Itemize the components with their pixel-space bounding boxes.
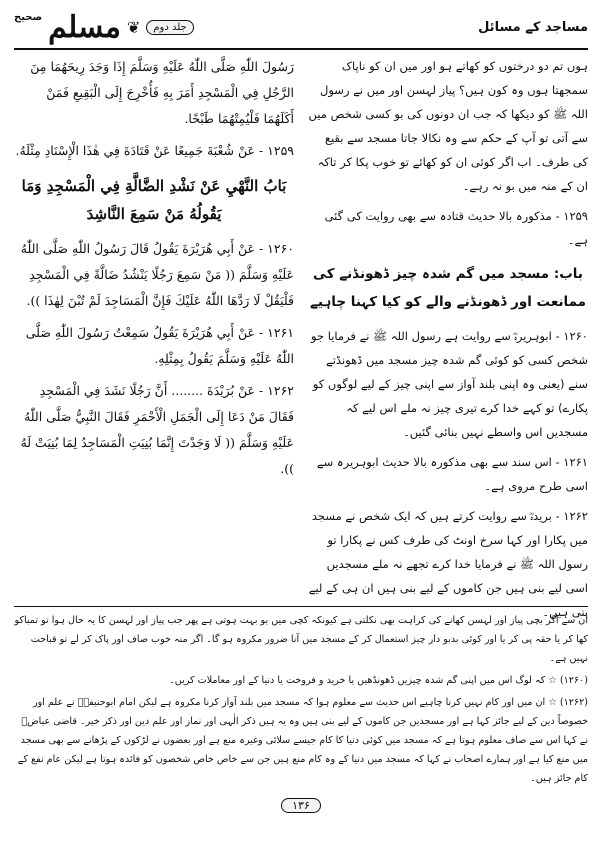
page-number: ۱۳۶: [281, 798, 321, 813]
footnote: (۱۲۶۰) ☆ کہ لوگ اس میں اپنی گم شدہ چیزیں ڈھونڈھیں یا خرید و فروخت یا دنیا کے اور معاملات کریں۔: [169, 675, 588, 686]
chapter-name: مساجد کے مسائل: [478, 19, 588, 35]
book-title: مسلم: [48, 9, 121, 45]
urdu-hadith-1259: ۱۲۵۹ - مذکورہ بالا حدیث قتادہ سے بھی روایت کی گئی ہے۔: [324, 209, 588, 247]
arabic-chapter-heading: بَابُ النَّهْيِ عَنْ نَشْدِ الضَّالَّةِ فِي الْمَسْجِدِ وَمَا يَقُولُهُ مَنْ سَمِعَ النَّاشِدَ: [21, 177, 287, 223]
sahih-label: صحیح: [14, 11, 43, 23]
arabic-column: [14, 54, 294, 602]
book-brand: [14, 10, 194, 45]
arabic-hadith-1260: ۱۲۶۰ - عَنْ أَبِي هُرَيْرَةَ يَقُولُ قَالَ رَسُولُ اللّٰهِ صَلَّى اللّٰهُ عَلَيْهِ وَسَلَّمَ (( مَنْ سَمِعَ رَجُلًا يَنْشُدُ ضَالَّةً فِي الْمَسْجِدِ فَلْيَقُلْ لَا رَدَّهَا اللّٰهُ عَلَيْكَ فَإِنَّ الْمَسَاجِدَ لَمْ تُبْنَ لِهٰذَا )).: [20, 241, 294, 308]
arabic-hadith-1262: ۱۲۶۲ - عَنْ بُرَيْدَةَ ........ أَنَّ رَجُلًا نَشَدَ فِي الْمَسْجِدِ فَقَالَ مَنْ دَعَا إِلَى الْجَمَلِ الْأَحْمَرِ فَقَالَ النَّبِيُّ صَلَّى اللّٰهُ عَلَيْهِ وَسَلَّمَ (( لَا وَجَدْتَ إِنَّمَا بُنِيَتِ الْمَسَاجِدُ لِمَا بُنِيَتْ لَهُ )).: [20, 383, 294, 476]
page-header: [14, 6, 588, 50]
text-columns: [14, 54, 588, 619]
arabic-hadith-1261: ۱۲۶۱ - عَنْ أَبِي هُرَيْرَةَ يَقُولُ سَمِعْتُ رَسُولَ اللّٰهِ صَلَّى اللّٰهُ عَلَيْهِ وَسَلَّمَ يَقُولُ بِمِثْلِهِ.: [25, 325, 294, 366]
footnote: (۱۲۶۲) ☆ ان میں اور کام نہیں کرنا چاہیے اس حدیث سے معلوم ہوا کہ مسجد میں بلند آواز کرنا مکروہ ہے لیکن امام ابوحنیفہؒ نے علم اور خصوصاً دین کے لیے جائز کہا ہے اور مسجدیں جن کاموں کے لیے بنی ہیں وہ یہ ہیں ذکر الٰہی اور نماز اور علم دین اور ذکر خیر۔ قاضی عیاضؒ نے کہا اس سے صاف معلوم ہوتا ہے کہ مسجد میں کوئی دنیا کا کام جیسے سلائی وغیرہ منع ہے اور بعضوں نے لڑکوں کے پڑھانے سے بھی مسجد میں منع کیا ہے اور ہمارے اصحاب نے کہا کہ مسجد میں دنیا کے وہ کام منع ہیں جن سے خاص خاص شخصوں کو فائدہ ہوتا ہے لیکن عام نفع کے کام جائز ہیں۔: [17, 697, 588, 784]
footnotes: [14, 606, 588, 788]
footnote: ان سے اگر بچی پیاز اور لہسن کھانے کی کراہت بھی نکلتی ہے کیونکہ کچی میں بو بہت ہوتی ہے پھر جب پیاز اور لہسن کا یہ حال ہوا تو تمباکو کھا کر یا حقہ پی کر یا اور کوئی بدبو دار چیز استعمال کر کے مسجد میں آنا ضرور مکروہ ہو گا۔ اگر منہ خوب صاف اور پاک کر لے تو قباحت نہیں ہے۔: [14, 615, 588, 664]
urdu-hadith-1260: ۱۲۶۰ - ابوہریرہؓ سے روایت ہے رسول اللہ ﷺ نے فرمایا جو شخص کسی کو کوئی گم شدہ چیز مسجد میں ڈھونڈتے سنے (یعنی وہ اپنی بلند آواز سے اپنی چیز کے لیے لوگوں کو پکارے) تو کہے خدا کرے تیری چیز نہ ملے اس لیے کہ مسجدیں اس واسطے نہیں بنائی گئیں۔: [311, 329, 588, 439]
urdu-paragraph: ہوں تم دو درختوں کو کھاتے ہو اور میں ان کو ناپاک سمجھتا ہوں وہ کون ہیں؟ پیاز لہسن اور میں نے رسول اللہ ﷺ کو دیکھا کہ جب ان دونوں کی بو کسی شخص میں سے آتی تو آپ کے حکم سے وہ نکالا جاتا مسجد سے بقیع کی طرف۔ اب اگر کوئی ان کو کھائے تو خوب پکا کر تاکہ ان کے منہ میں بو نہ رہے۔: [308, 59, 588, 193]
arabic-hadith-1259: ۱۲۵۹ - عَنْ شُعْبَةَ جَمِيعًا عَنْ قَتَادَةَ فِي هٰذَا الْإِسْنَادِ مِثْلَهُ.: [15, 143, 294, 158]
ornament-icon: ❦: [126, 17, 141, 37]
page-footer: [14, 794, 588, 813]
urdu-hadith-1261: ۱۲۶۱ - اس سند سے بھی مذکورہ بالا حدیث ابوہریرہ سے اسی طرح مروی ہے۔: [316, 455, 588, 493]
urdu-hadith-1262: ۱۲۶۲ - بریدہؓ سے روایت کرتے ہیں کہ ایک شخص نے مسجد میں پکارا اور کہا سرخ اونٹ کی طرف کس نے پکارا تو رسول اللہ ﷺ نے فرمایا خدا کرے تجھے نہ ملے مسجدیں اسی لیے بنی ہیں جن کاموں کے لیے بنی ہیں ان ہی کے لیے بنی ہیں۔: [308, 509, 588, 619]
volume-badge: جلد دوم: [146, 20, 193, 35]
urdu-chapter-heading: باب: مسجد میں گم شدہ چیز ڈھونڈنے کی ممانعت اور ڈھونڈنے والے کو کیا کہنا چاہیے: [309, 266, 587, 310]
urdu-column: [308, 54, 588, 619]
arabic-paragraph: رَسُولَ اللّٰهِ صَلَّى اللّٰهُ عَلَيْهِ وَسَلَّمَ إِذَا وَجَدَ رِيحَهُمَا مِنَ الرَّجُلِ فِي الْمَسْجِدِ أَمَرَ بِهِ فَأُخْرِجَ إِلَى الْبَقِيعِ فَمَنْ أَكَلَهُمَا فَلْيُمِتْهُمَا طَبْخًا.: [30, 59, 294, 126]
